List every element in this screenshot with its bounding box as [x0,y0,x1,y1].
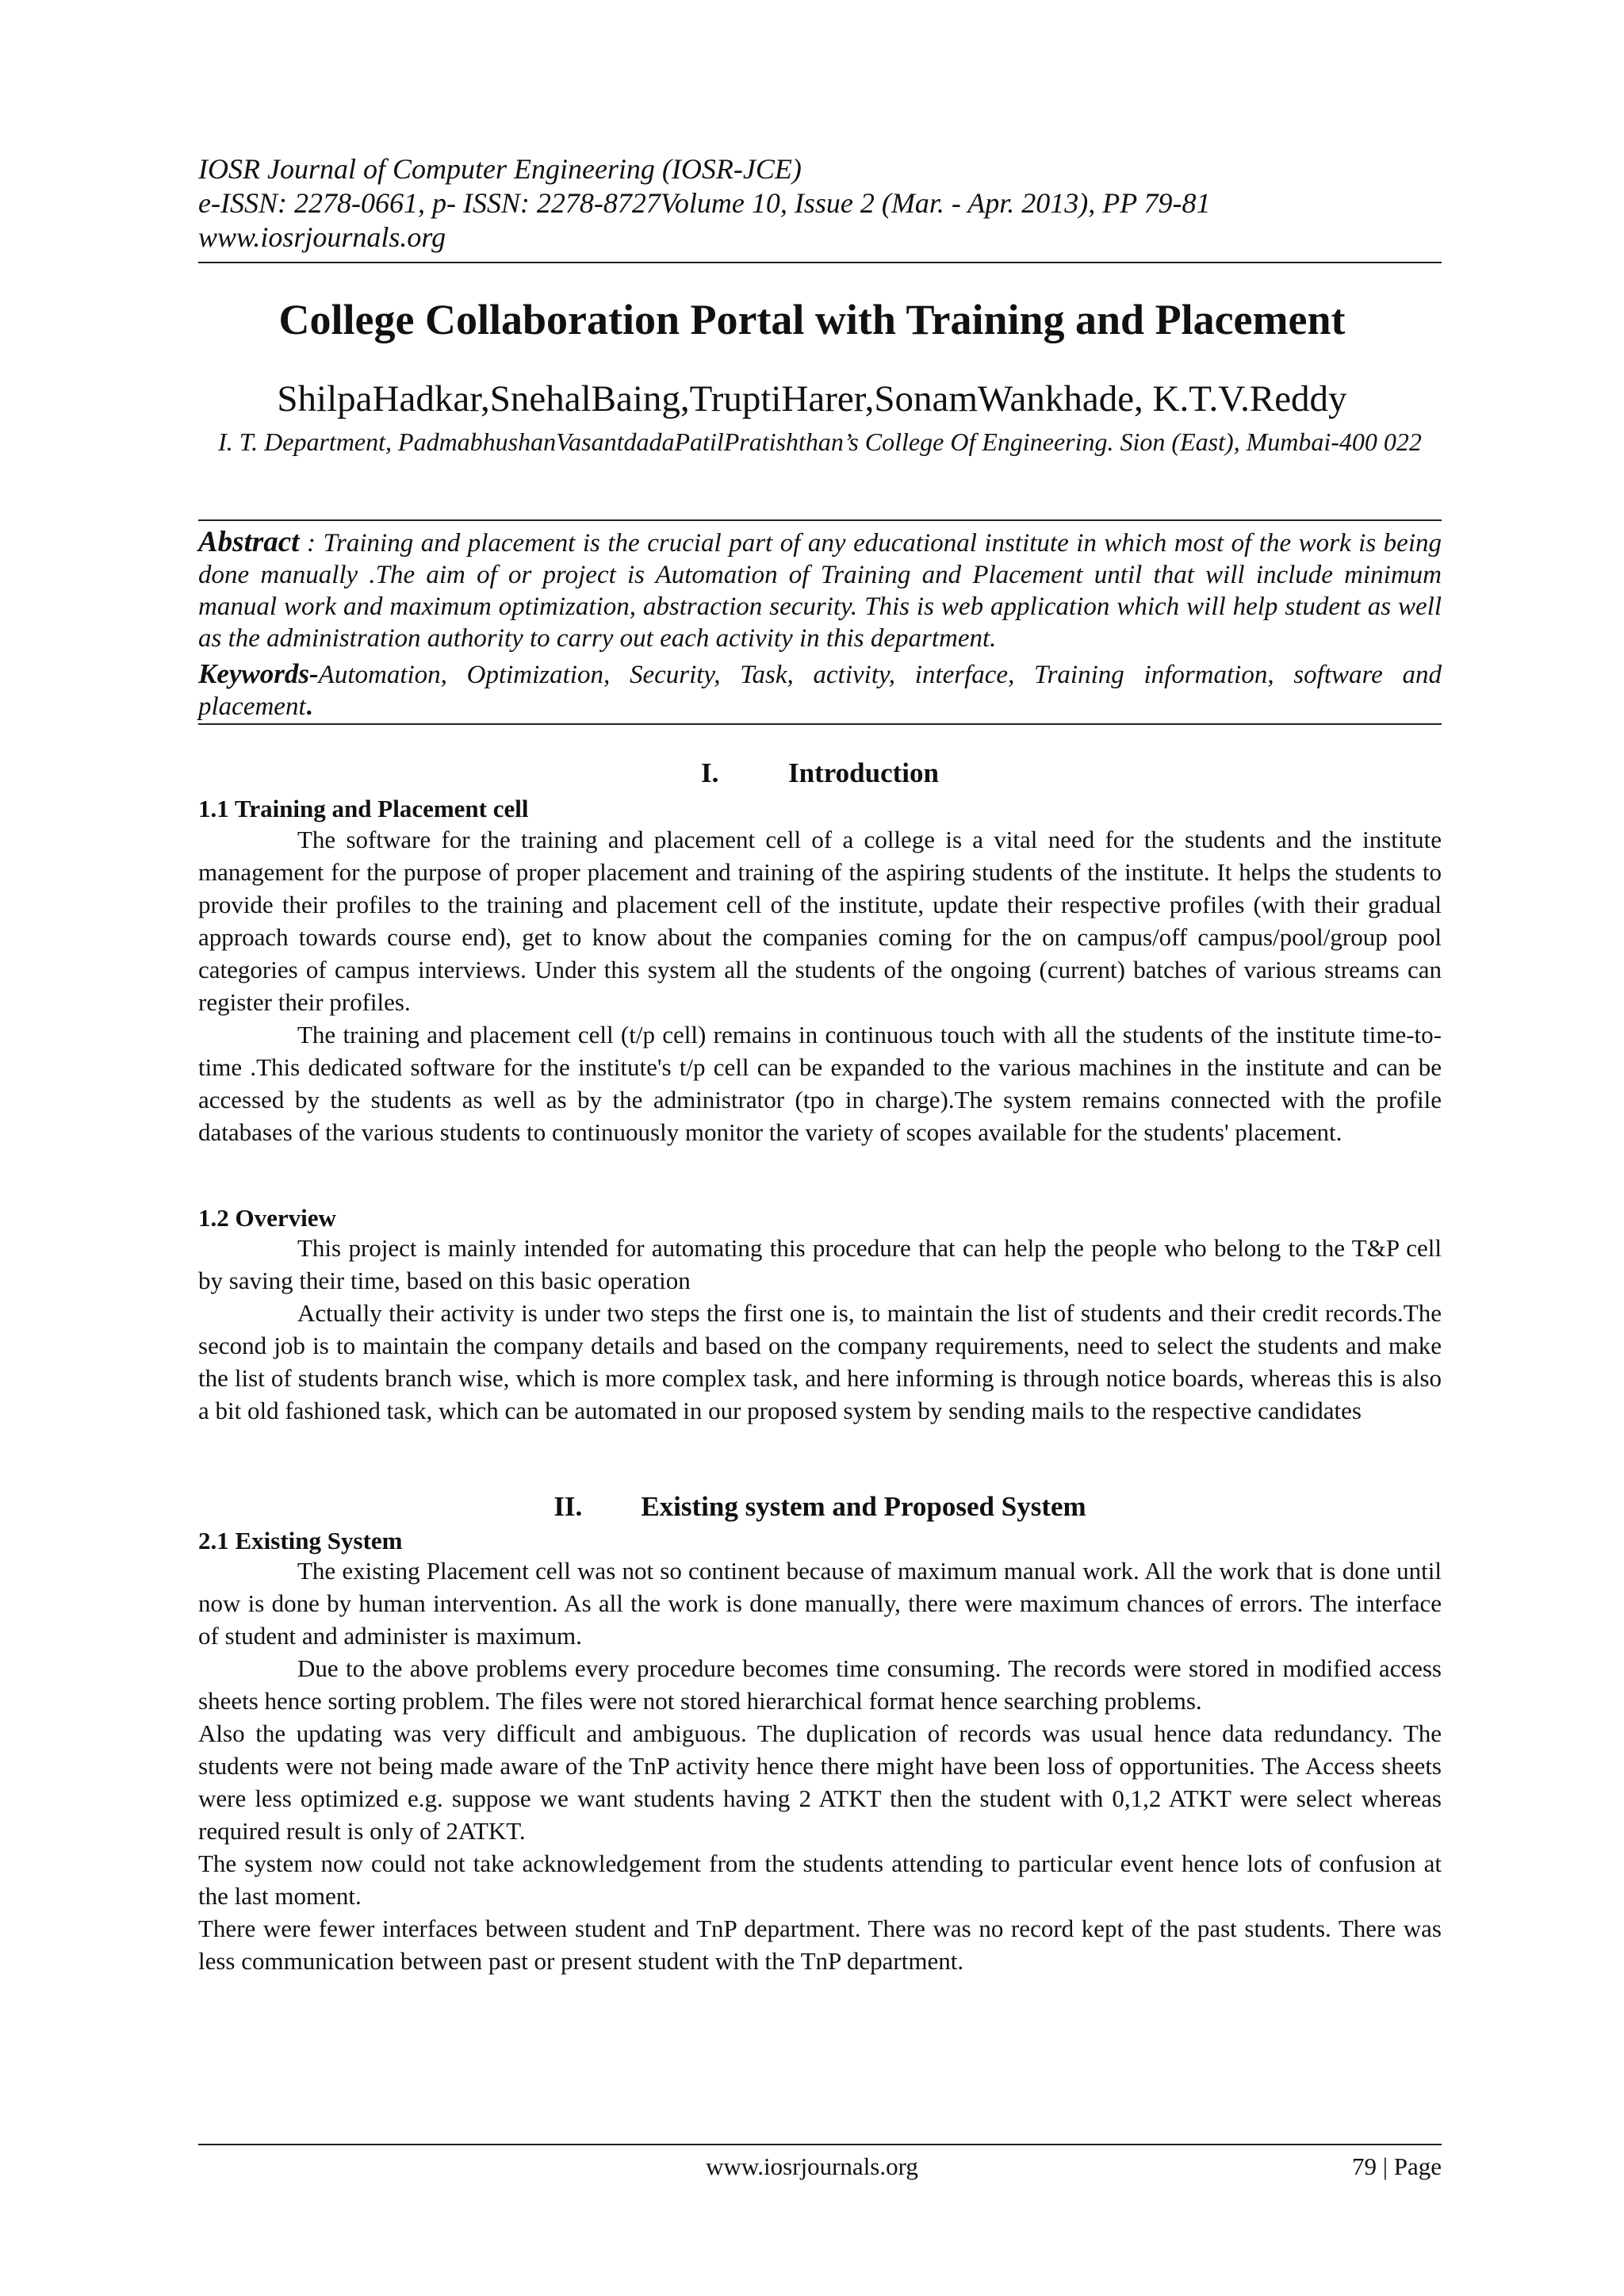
abstract-label: Abstract [198,526,300,558]
paper-title: College Collaboration Portal with Training and Placement [278,296,1346,343]
subsection-heading: 1.1 Training and Placement cell [198,795,529,822]
journal-issn: e-ISSN: 2278-0661, p- ISSN: 2278-8727Volume 10, Issue 2 (Mar. - Apr. 2013), PP 79-81 [198,187,1211,219]
paragraph: Due to the above problems every procedure becomes time consuming. The records were stored in modified access sheets hence sorting problem. The files were not stored hierarchical format hence searching problems. [198,1654,1442,1715]
abstract [198,527,1442,654]
paragraph: The existing Placement cell was not so continent because of maximum manual work. All the work that is done until now is done by human intervention. As all the work is done manually, there were maximum chances of errors. The interface of student and administer is maximum. [198,1557,1442,1650]
footer-rule [198,2144,1442,2145]
paragraph: Also the updating was very difficult and ambiguous. The duplication of records was usual hence data redundancy. The students were not being made aware of the TnP activity hence there might have been loss of opportunities. The Access sheets were less optimized e.g. suppose we want students having 2 ATKT then the student with 0,1,2 ATKT were select whereas required result is only of 2ATKT. [198,1719,1442,1845]
header-rule [198,262,1442,263]
paragraph: The training and placement cell (t/p cell) remains in continuous touch with all the students of the institute time-to-time .This dedicated software for the institute's t/p cell can be expanded to the various machines in the institute and can be accessed by the students as well as by the administrator (tpo in charge).The system remains connected with the profile databases of the various students to continuously monitor the variety of scopes available for the students' placement. [198,1021,1442,1146]
section-number: II. [553,1491,583,1522]
journal-name: IOSR Journal of Computer Engineering (IOSR-JCE) [198,153,802,185]
section-title: Introduction [788,757,939,788]
page-number: 79 | Page [1352,2152,1442,2180]
keywords-label: Keywords- [198,658,319,689]
section-heading-existing-system [0,1491,1624,1523]
footer-website: www.iosrjournals.org [706,2152,918,2180]
journal-header [198,152,1211,255]
abstract-bottom-rule [198,723,1442,725]
abstract-text: : Training and placement is the crucial part of any educational institute in which most of the work is being done manually .The aim of or project is Automation of Training and Placement until that will include minimum manual work and maximum optimization, abstraction security. This is web application which will help student as well as the administration authority to carry out each activity in this department. [198,529,1442,653]
paragraph: The software for the training and placement cell of a college is a vital need for the students and the institute management for the purpose of proper placement and training of the aspiring students of the institute. It helps the students to provide their profiles to the training and placement cell of the institute, update their respective profiles (with their gradual approach towards course end), get to know about the companies coming for the on campus/off campus/pool/group pool categories of campus interviews. Under this system all the students of the ongoing (current) batches of various streams can register their profiles. [198,826,1442,1016]
section-heading-introduction [0,757,1624,789]
paragraph: The system now could not take acknowledgement from the students attending to particular event hence lots of confusion at the last moment. [198,1849,1442,1910]
section-body [198,823,1442,1148]
keywords-text: Automation, Optimization, Security, Task, activity, interface, Training information, software and placement [198,661,1442,721]
paragraph: There were fewer interfaces between student and TnP department. There was no record kept of the past students. There was less communication between past or present student with the TnP department. [198,1915,1442,1975]
keywords [198,658,1442,723]
paper-authors: ShilpaHadkar,SnehalBaing,TruptiHarer,SonamWankhade, K.T.V.Reddy [277,378,1347,420]
paper-affiliation: I. T. Department, PadmabhushanVasantdadaPatilPratishthan’s College Of Engineering. Sion (East), Mumbai-400 022 [218,427,1422,456]
keywords-end: . [305,692,312,721]
section-body [198,1554,1442,1977]
section-title: Existing system and Proposed System [641,1491,1086,1522]
journal-website: www.iosrjournals.org [198,221,446,253]
subsection-heading: 1.2 Overview [198,1204,336,1232]
subsection-heading: 2.1 Existing System [198,1527,403,1554]
section-number: I. [701,757,719,788]
paragraph: This project is mainly intended for automating this procedure that can help the people who belong to the T&P cell by saving their time, based on this basic operation [198,1234,1442,1294]
paragraph: Actually their activity is under two steps the first one is, to maintain the list of students and their credit records.The second job is to maintain the company details and based on the company requirements, need to select the students and make the list of students branch wise, which is more complex task, and here informing is through notice boards, whereas this is also a bit old fashioned task, which can be automated in our proposed system by sending mails to the respective candidates [198,1299,1442,1424]
section-body [198,1232,1442,1427]
abstract-top-rule [198,519,1442,521]
